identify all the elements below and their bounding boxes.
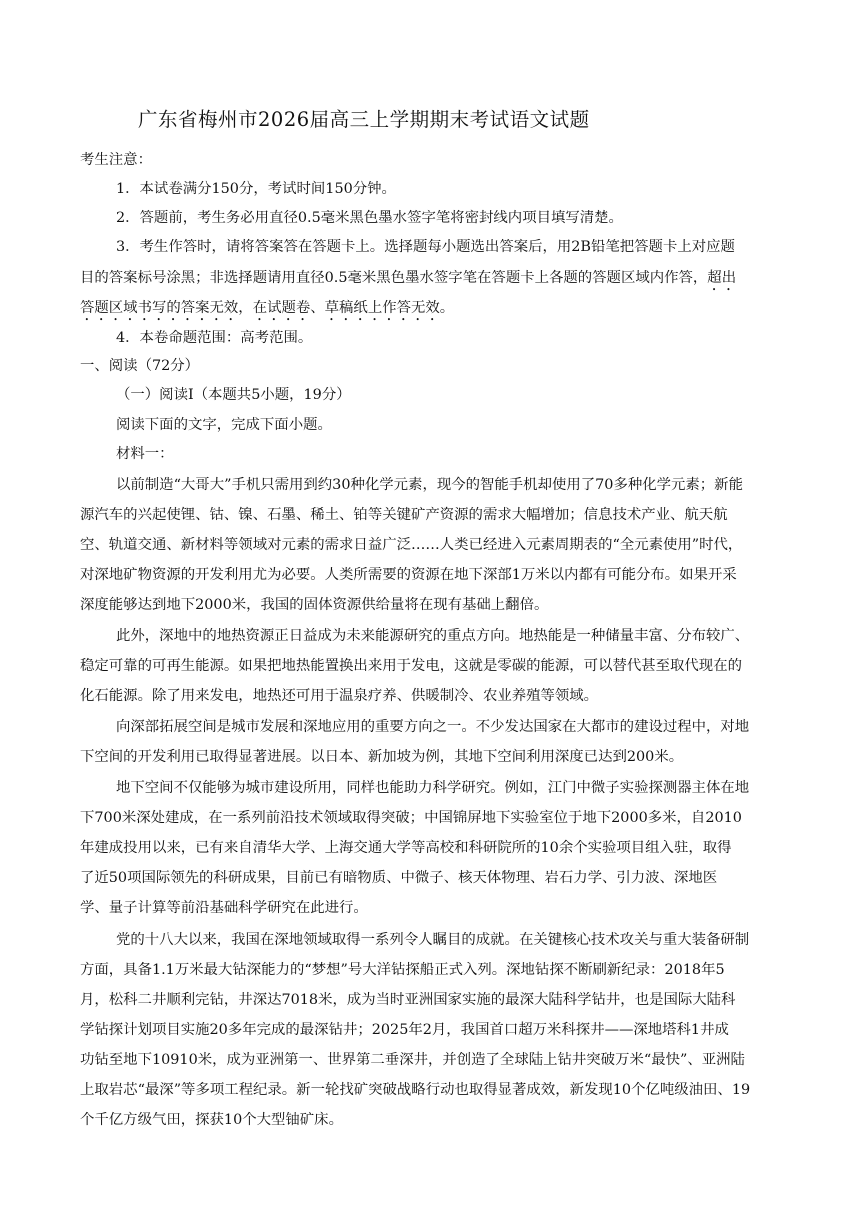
paragraph-2-line-1: 此外，深地中的地热资源正日益成为未来能源研究的重点方向。地热能是一种储量丰富、分布较广、 — [116, 628, 750, 644]
notice-item-4: 4．本卷命题范围：高考范围。 — [116, 330, 313, 346]
paragraph-4-line-1: 地下空间不仅能够为城市建设所用，同样也能助力科学研究。例如，江门中微子实验探测器主体在地 — [116, 780, 750, 796]
paragraph-1-line-2: 源汽车的兴起使锂、钴、镍、石墨、稀土、铂等关键矿产资源的需求大幅增加；信息技术产业、航天航 — [80, 507, 728, 523]
notice-item-1: 1．本试卷满分150分，考试时间150分钟。 — [116, 181, 396, 197]
paragraph-5-line-1: 党的十八大以来，我国在深地领域取得一系列令人瞩目的成就。在关键核心技术攻关与重大装备研制 — [116, 932, 750, 948]
paragraph-5-line-3: 月，松科二井顺利完钻，井深达7018米，成为当时亚洲国家实施的最深大陆科学钻井，也是国际大陆科 — [80, 992, 736, 1008]
paragraph-3-line-1: 向深部拓展空间是城市发展和深地应用的重要方向之一。不少发达国家在大都市的建设过程中，对地 — [116, 719, 750, 735]
paragraph-5-line-4: 学钻探计划项目实施20多年完成的最深钻井；2025年2月，我国首口超万米科探井——深地塔科1井成 — [80, 1022, 729, 1038]
paragraph-5-line-5: 功钻至地下10910米，成为亚洲第一、世界第二垂深井，并创造了全球陆上钻井突破万米“最快”、亚洲陆 — [80, 1052, 745, 1068]
notice-item-2: 2．答题前，考生务必用直径0.5毫米黑色墨水签字笔将密封线内项目填写清楚。 — [116, 210, 623, 226]
notice-item-3-line-2-text: 目的答案标号涂黑；非选择题请用直径0.5毫米黑色墨水签字笔在答题卡上各题的答题区域内作答， — [80, 270, 708, 286]
paragraph-1-line-4: 对深地矿物资源的开发利用尤为必要。人类所需要的资源在地下深部1万米以内都有可能分布。如果开采 — [80, 567, 737, 583]
paragraph-3-line-2: 下空间的开发利用已取得显著进展。以日本、新加坡为例，其地下空间利用深度已达到200米。 — [80, 749, 684, 765]
paragraph-4-line-4: 了近50项国际领先的科研成果，目前已有暗物质、中微子、核天体物理、岩石力学、引力波、深地医 — [80, 870, 718, 886]
paragraph-4-line-2: 下700米深处建成，在一系列前沿技术领域取得突破；中国锦屏地下实验室位于地下2000多米，自2010 — [80, 810, 742, 826]
paragraph-5-line-2: 方面，具备1.1万米最大钻深能力的“梦想”号大洋钻探船正式入列。深地钻探不断刷新纪录：2018年5 — [80, 962, 725, 978]
section-1-heading: 一、阅读（72分） — [80, 358, 200, 374]
notice-item-3-emphasis-start: 超出 — [707, 270, 737, 286]
notice-item-3-line-3 — [80, 296, 454, 324]
paragraph-1-line-3: 空、轨道交通、新材料等领域对元素的需求日益广泛……人类已经进入元素周期表的“全元素使用”时代， — [80, 537, 743, 553]
paragraph-2-line-2: 稳定可靠的可再生能源。如果把地热能置换出来用于发电，这就是零碳的能源，可以替代甚至取代现在的 — [80, 658, 742, 674]
material-1-label: 材料一： — [116, 446, 174, 462]
paragraph-5-line-6: 上取岩芯“最深”等多项工程纪录。新一轮找矿突破战略行动也取得显著成效，新发现10个亿吨级油田、19 — [80, 1082, 751, 1098]
paragraph-4-line-5: 学、量子计算等前沿基础科学研究在此进行。 — [80, 900, 368, 916]
notice-item-3-line-2 — [80, 266, 736, 294]
notice-heading: 考生注意： — [80, 152, 152, 168]
notice-item-3-emphasis-end: 答题区域书写的答案无效，在试题卷、草稿纸上作答无效 — [80, 300, 440, 316]
paragraph-5-line-7: 个千亿方级气田，探获10个大型铀矿床。 — [80, 1112, 343, 1128]
paragraph-1-line-1: 以前制造“大哥大”手机只需用到约30种化学元素，现今的智能手机却使用了70多种化学元素；新能 — [116, 477, 743, 493]
notice-item-3-line-1: 3．考生作答时，请将答案答在答题卡上。选择题每小题选出答案后，用2B铅笔把答题卡上对应题 — [116, 239, 735, 255]
paragraph-4-line-3: 年建成投用以来，已有来自清华大学、上海交通大学等高校和科研院所的10余个实验项目组入驻，取得 — [80, 840, 732, 856]
section-1-sub-heading: （一）阅读Ⅰ（本题共5小题，19分） — [116, 387, 351, 403]
reading-instruction: 阅读下面的文字，完成下面小题。 — [116, 417, 332, 433]
notice-item-3-period: 。 — [439, 300, 455, 316]
paragraph-2-line-3: 化石能源。除了用来发电，地热还可用于温泉疗养、供暖制冷、农业养殖等领域。 — [80, 688, 599, 704]
exam-title: 广东省梅州市2026届高三上学期期末考试语文试题 — [138, 108, 590, 131]
paragraph-1-line-5: 深度能够达到地下2000米，我国的固体资源供给量将在现有基础上翻倍。 — [80, 597, 549, 613]
